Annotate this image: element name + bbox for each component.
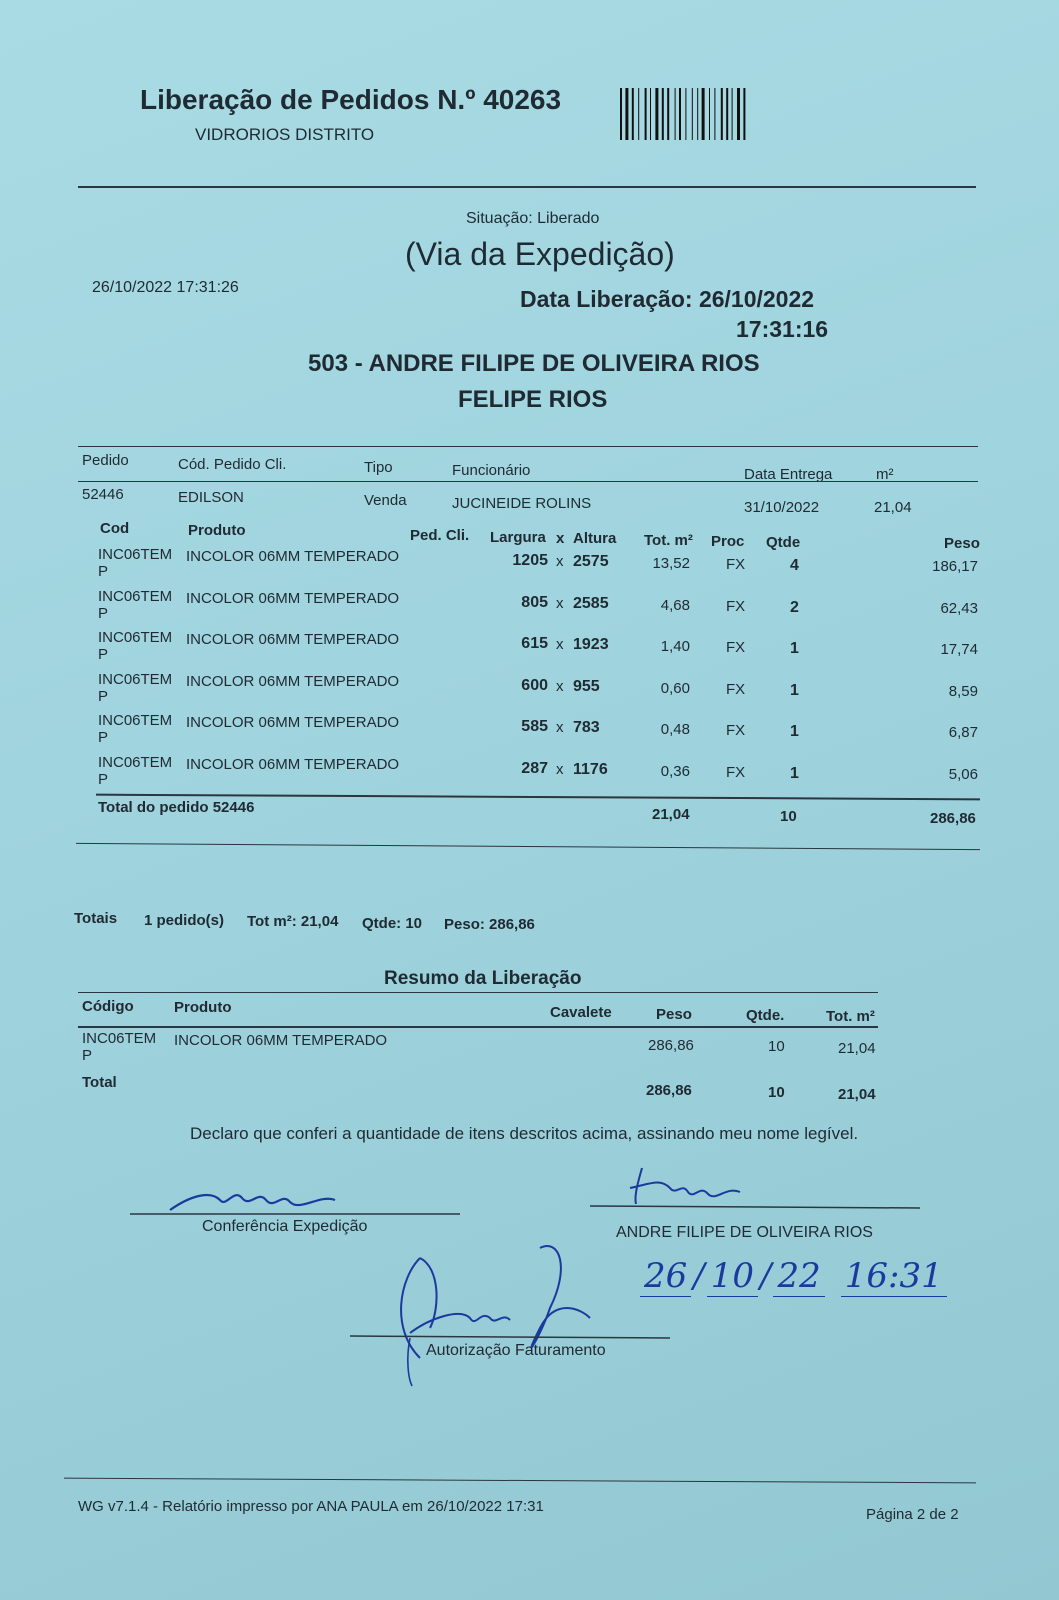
copy-type: (Via da Expedição): [405, 236, 675, 272]
cell-tot-m2: 1,40: [660, 638, 690, 655]
col-peso: Peso: [944, 535, 980, 552]
client-nickname: FELIPE RIOS: [458, 386, 608, 413]
cell-cod: INC06TEM: [98, 670, 173, 688]
barcode-bar: [726, 88, 728, 140]
summary-total-label: Total: [82, 1074, 117, 1091]
cell-produto: INCOLOR 06MM TEMPERADO: [186, 714, 400, 731]
divider: [78, 186, 976, 188]
cell-x: x: [556, 760, 564, 778]
barcode-bar: [737, 88, 740, 140]
handwritten-time: 16:31: [841, 1256, 947, 1297]
cell-peso: 62,43: [940, 599, 978, 617]
cell-cod-suffix: P: [98, 604, 109, 622]
cell-qtde: 1: [790, 764, 799, 782]
summary-row-peso: 286,86: [648, 1037, 694, 1054]
cell-altura: 2585: [573, 594, 609, 612]
barcode-bar: [721, 88, 723, 140]
barcode-bar: [645, 88, 647, 140]
barcode-bar: [692, 88, 693, 140]
barcode-bar: [679, 88, 681, 140]
summary-row-cod1: INC06TEM: [82, 1030, 157, 1047]
client-order-code: EDILSON: [178, 489, 244, 506]
cell-produto: INCOLOR 06MM TEMPERADO: [186, 589, 400, 607]
col-tot-m2: Tot. m²: [644, 532, 693, 549]
summary-col-produto: Produto: [174, 999, 232, 1016]
col-cod: Cod: [100, 520, 130, 537]
cell-tot-m2: 0,36: [660, 762, 690, 780]
company-name: VIDRORIOS DISTRITO: [195, 125, 375, 144]
cell-cod-suffix: P: [98, 770, 109, 788]
cell-qtde: 2: [790, 598, 799, 616]
divider: [78, 446, 978, 447]
label-pedido: Pedido: [82, 452, 129, 469]
summary-total-tot-m2: 21,04: [838, 1086, 876, 1103]
cell-x: x: [556, 594, 564, 612]
document-title: Liberação de Pedidos N.º 40263: [140, 84, 562, 115]
delivery-date: 31/10/2022: [744, 499, 820, 516]
declaration-text: Declaro que conferi a quantidade de itens descritos acima, assinando meu nome legível.: [190, 1124, 859, 1143]
client-name: 503 - ANDRE FILIPE DE OLIVEIRA RIOS: [308, 350, 760, 377]
cell-altura: 1923: [573, 636, 609, 653]
signature-label-conferencia: Conferência Expedição: [202, 1218, 368, 1235]
signature-client: [590, 1158, 920, 1220]
cell-largura: 615: [521, 635, 548, 652]
cell-proc: FX: [726, 639, 746, 656]
status-text: Situação: Liberado: [466, 210, 600, 227]
cell-qtde: 1: [790, 723, 799, 740]
cell-largura: 1205: [512, 552, 548, 569]
divider: [76, 843, 980, 850]
totals-label: Totais: [74, 910, 118, 927]
release-time: 17:31:16: [736, 316, 829, 342]
barcode-bar: [625, 88, 628, 140]
order-total-peso: 286,86: [930, 810, 976, 827]
barcode-bar: [732, 88, 733, 140]
summary-col-codigo: Código: [82, 998, 134, 1015]
barcode-bar: [743, 88, 745, 140]
cell-x: x: [556, 636, 564, 653]
cell-peso: 8,59: [948, 682, 978, 700]
cell-proc: FX: [726, 722, 746, 739]
cell-tot-m2: 0,48: [660, 721, 690, 738]
col-produto: Produto: [188, 522, 246, 539]
cell-peso: 5,06: [948, 765, 978, 783]
cell-produto: INCOLOR 06MM TEMPERADO: [186, 548, 400, 565]
barcode-bar: [709, 88, 710, 140]
cell-proc: FX: [726, 680, 746, 698]
handwritten-date: 26 / 10 / 22 16:31: [640, 1256, 947, 1296]
barcode-bar: [650, 88, 651, 140]
label-funcionario: Funcionário: [452, 462, 531, 479]
cell-largura: 805: [521, 593, 548, 611]
cell-peso: 6,87: [948, 724, 978, 741]
cell-peso: 186,17: [932, 558, 978, 575]
col-x: x: [556, 530, 565, 547]
cell-altura: 955: [573, 677, 600, 695]
cell-cod: INC06TEM: [98, 629, 173, 646]
cell-largura: 287: [521, 759, 548, 777]
signature-autorizacao: [350, 1238, 690, 1388]
summary-col-qtde: Qtde.: [746, 1007, 785, 1024]
divider: [64, 1478, 976, 1484]
summary-row-qtde: 10: [768, 1038, 785, 1055]
cell-tot-m2: 0,60: [660, 679, 690, 697]
footer-printed-by: WG v7.1.4 - Relatório impresso por ANA PAULA em 26/10/2022 17:31: [78, 1498, 544, 1515]
barcode-bar: [714, 88, 715, 140]
summary-row-tot-m2: 21,04: [838, 1040, 876, 1057]
divider: [78, 481, 978, 482]
summary-total-peso: 286,86: [646, 1082, 692, 1099]
cell-tot-m2: 4,68: [660, 596, 690, 614]
cell-proc: FX: [726, 556, 746, 573]
barcode-bar: [702, 88, 705, 140]
summary-row-produto: INCOLOR 06MM TEMPERADO: [174, 1032, 388, 1049]
label-m2: m²: [876, 466, 894, 483]
signature-label-client: ANDRE FILIPE DE OLIVEIRA RIOS: [616, 1224, 873, 1241]
barcode-bar: [697, 88, 698, 140]
cell-proc: FX: [726, 597, 746, 615]
handwritten-year: 22: [773, 1256, 824, 1297]
signature-label-autorizacao: Autorização Faturamento: [426, 1342, 606, 1359]
handwritten-day: 26: [640, 1256, 691, 1297]
cell-cod-suffix: P: [98, 646, 109, 663]
cell-tot-m2: 13,52: [652, 555, 690, 572]
col-proc: Proc: [711, 533, 745, 550]
cell-x: x: [556, 677, 564, 695]
footer-page: Página 2 de 2: [866, 1506, 959, 1523]
order-type: Venda: [364, 492, 407, 509]
cell-qtde: 1: [790, 681, 799, 699]
col-largura: Largura: [490, 529, 546, 546]
summary-col-peso: Peso: [656, 1006, 692, 1023]
cell-largura: 585: [521, 718, 548, 735]
barcode-bar: [632, 88, 634, 140]
cell-cod-suffix: P: [98, 563, 109, 580]
order-total-qtde: 10: [780, 808, 797, 825]
cell-altura: 1176: [573, 760, 608, 778]
order-total-label: Total do pedido 52446: [98, 799, 255, 816]
print-timestamp: 26/10/2022 17:31:26: [92, 279, 239, 296]
cell-produto: INCOLOR 06MM TEMPERADO: [186, 755, 400, 773]
barcode-bar: [638, 88, 639, 140]
summary-col-tot-m2: Tot. m²: [826, 1008, 875, 1025]
summary-total-qtde: 10: [768, 1084, 785, 1101]
cell-qtde: 1: [790, 640, 799, 657]
totals-m2: Tot m²: 21,04: [247, 913, 339, 930]
order-number: 52446: [82, 486, 124, 503]
summary-title: Resumo da Liberação: [384, 968, 582, 989]
cell-cod: INC06TEM: [98, 712, 173, 729]
employee: JUCINEIDE ROLINS: [452, 495, 592, 512]
barcode-bar: [667, 88, 669, 140]
col-altura: Altura: [573, 530, 617, 547]
barcode-bar: [620, 88, 622, 140]
summary-row-cod2: P: [82, 1047, 93, 1064]
divider: [78, 1026, 878, 1028]
label-data-entrega: Data Entrega: [744, 466, 833, 483]
cell-cod: INC06TEM: [98, 546, 173, 563]
handwritten-month: 10: [707, 1256, 758, 1297]
divider: [78, 992, 878, 993]
order-m2: 21,04: [874, 499, 912, 516]
cell-cod-suffix: P: [98, 729, 109, 746]
totals-qtde: Qtde: 10: [362, 915, 423, 932]
cell-cod: INC06TEM: [98, 753, 173, 771]
col-qtde: Qtde: [766, 534, 801, 551]
order-total-m2: 21,04: [652, 806, 690, 823]
cell-x: x: [556, 553, 564, 570]
barcode: [620, 88, 782, 140]
totals-peso: Peso: 286,86: [444, 916, 535, 933]
cell-altura: 783: [573, 719, 600, 736]
barcode-bar: [655, 88, 658, 140]
release-date: Data Liberação: 26/10/2022: [520, 286, 815, 312]
cell-qtde: 4: [790, 557, 799, 574]
cell-x: x: [556, 719, 564, 736]
cell-proc: FX: [726, 763, 746, 781]
cell-peso: 17,74: [940, 641, 978, 658]
barcode-bar: [675, 88, 676, 140]
cell-produto: INCOLOR 06MM TEMPERADO: [186, 631, 400, 648]
cell-altura: 2575: [573, 553, 609, 570]
cell-largura: 600: [521, 676, 548, 694]
cell-produto: INCOLOR 06MM TEMPERADO: [186, 672, 400, 690]
col-ped-cli: Ped. Cli.: [410, 527, 470, 544]
totals-pedidos: 1 pedido(s): [144, 912, 225, 929]
barcode-bar: [685, 88, 686, 140]
barcode-bar: [662, 88, 664, 140]
label-tipo: Tipo: [364, 459, 393, 476]
label-cod-pedido-cli: Cód. Pedido Cli.: [178, 456, 287, 473]
summary-col-cavalete: Cavalete: [550, 1004, 612, 1021]
cell-cod: INC06TEM: [98, 587, 173, 605]
cell-cod-suffix: P: [98, 687, 109, 705]
